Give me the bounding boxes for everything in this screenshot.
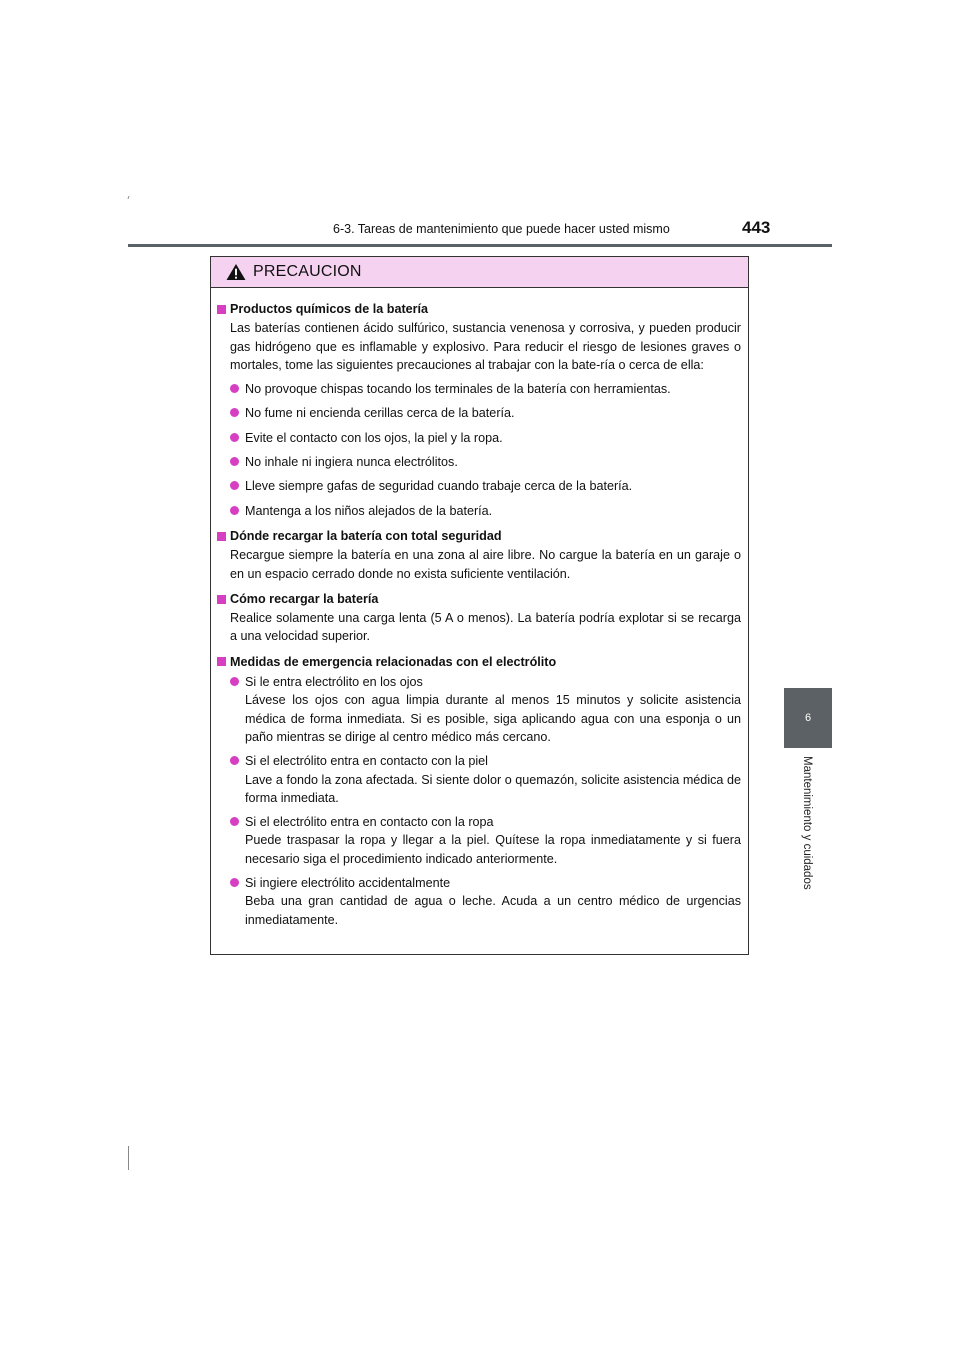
- section-heading-text: Cómo recargar la batería: [230, 591, 379, 606]
- circle-bullet-icon: [230, 457, 239, 466]
- list-item: [230, 874, 741, 929]
- chapter-number: 6: [804, 712, 812, 724]
- circle-bullet-icon: [230, 408, 239, 417]
- list-item: [230, 429, 741, 447]
- list-item-description: Beba una gran cantidad de agua o leche. Acuda a un centro médico de urgencias inmediatamente.: [245, 894, 741, 927]
- circle-bullet-icon: [230, 384, 239, 393]
- chapter-tab[interactable]: [784, 688, 832, 748]
- list-item: [230, 813, 741, 868]
- list-item-description: Lávese los ojos con agua limpia durante al menos 15 minutos y solicite asistencia médica de forma inmediata. Si es posible, siga aplicando agua con una esponja o un paño mientras se dirige al centro médico más cercano.: [245, 693, 741, 744]
- list-item: [230, 673, 741, 746]
- list-item-title: Si el electrólito entra en contacto con la piel: [245, 754, 488, 769]
- list-item-text: Mantenga a los niños alejados de la batería.: [245, 503, 493, 518]
- circle-bullet-icon: [230, 878, 239, 887]
- list-item-title: Si ingiere electrólito accidentalmente: [245, 876, 451, 891]
- chapter-label-wrap: [784, 756, 832, 906]
- list-item-text: No fume ni encienda cerillas cerca de la batería.: [245, 406, 515, 421]
- list-item-text: Lleve siempre gafas de seguridad cuando trabaje cerca de la batería.: [245, 479, 633, 494]
- list-item-text: No inhale ni ingiera nunca electrólitos.: [245, 455, 458, 470]
- square-bullet-icon: [217, 305, 226, 314]
- square-bullet-icon: [217, 657, 226, 666]
- circle-bullet-icon: [230, 433, 239, 442]
- section-heading: [217, 300, 741, 318]
- caution-header: [211, 257, 748, 288]
- section-how-to-recharge: [217, 590, 741, 646]
- crop-mark: [128, 1146, 129, 1170]
- list-item: [230, 380, 741, 398]
- section-heading: [217, 527, 741, 545]
- section-paragraph: Realice solamente una carga lenta (5 A o menos). La batería podría explotar si se recarga a una velocidad superior.: [230, 611, 741, 644]
- list-item: [230, 752, 741, 807]
- list-item-text: [245, 752, 741, 807]
- section-battery-chemicals: [217, 300, 741, 520]
- square-bullet-icon: [217, 595, 226, 604]
- circle-bullet-icon: [230, 506, 239, 515]
- header-rule: [128, 244, 832, 247]
- section-heading: [217, 590, 741, 608]
- crop-mark: [127, 196, 129, 199]
- list-item: [230, 453, 741, 471]
- list-item-text: [245, 813, 741, 868]
- caution-box: [210, 256, 749, 955]
- circle-bullet-icon: [230, 756, 239, 765]
- list-item-description: Puede traspasar la ropa y llegar a la piel. Quítese la ropa inmediatamente y si fuera necesario siga el procedimiento indicado anteriormente.: [245, 833, 741, 866]
- section-paragraph: Las baterías contienen ácido sulfúrico, sustancia venenosa y corrosiva, y pueden producir gas hidrógeno que es inflamable y explosivo. Para reducir el riesgo de lesiones graves o mortales, tome las siguientes precauciones al trabajar con la bate-ría o cerca de ella:: [230, 321, 741, 372]
- caution-title: PRECAUCION: [253, 263, 362, 280]
- section-title: 6-3. Tareas de mantenimiento que puede hacer usted mismo: [333, 222, 670, 236]
- circle-bullet-icon: [230, 817, 239, 826]
- section-heading-text: Dónde recargar la batería con total seguridad: [230, 528, 502, 543]
- caution-body: [211, 288, 748, 936]
- list-item: [230, 404, 741, 422]
- list-item-title: Si le entra electrólito en los ojos: [245, 675, 423, 690]
- section-safe-recharge-location: [217, 527, 741, 583]
- page-number: 443: [742, 218, 771, 237]
- list-item-text: [245, 673, 741, 746]
- chapter-label: Mantenimiento y cuidados: [801, 756, 813, 890]
- section-heading-text: Productos químicos de la batería: [230, 302, 429, 316]
- list-item: [230, 502, 741, 520]
- list-item-text: Evite el contacto con los ojos, la piel y la ropa.: [245, 430, 503, 445]
- warning-icon: [225, 263, 247, 281]
- list-item-text: No provoque chispas tocando los terminales de la batería con herramientas.: [245, 382, 671, 397]
- circle-bullet-icon: [230, 481, 239, 490]
- section-heading-text: Medidas de emergencia relacionadas con el electrólito: [230, 654, 557, 669]
- list-item: [230, 477, 741, 495]
- section-heading: [217, 653, 741, 671]
- list-item-text: [245, 874, 741, 929]
- circle-bullet-icon: [230, 677, 239, 686]
- section-emergency-measures: [217, 653, 741, 929]
- list-item-title: Si el electrólito entra en contacto con la ropa: [245, 815, 494, 830]
- square-bullet-icon: [217, 532, 226, 541]
- list-item-description: Lave a fondo la zona afectada. Si siente dolor o quemazón, solicite asistencia médica de forma inmediata.: [245, 772, 741, 805]
- section-paragraph: Recargue siempre la batería en una zona al aire libre. No cargue la batería en un garaje o en un espacio cerrado donde no exista suficiente ventilación.: [230, 548, 741, 581]
